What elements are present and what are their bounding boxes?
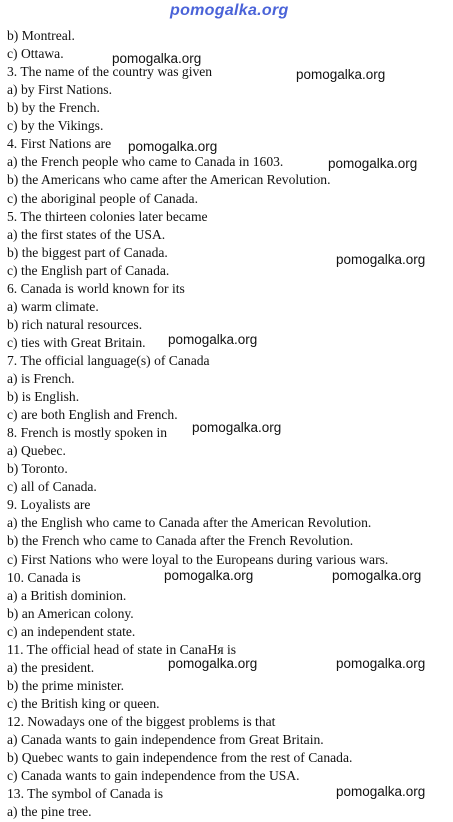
answer-option: c) the British king or queen. bbox=[7, 695, 160, 711]
answer-option: b) rich natural resources. bbox=[7, 316, 143, 332]
answer-option: a) warm climate. bbox=[7, 298, 99, 314]
question-line: 8. French is mostly spoken in bbox=[7, 425, 168, 441]
question-line: 4. First Nations are bbox=[7, 136, 112, 152]
answer-option: a) the French people who came to Canada in 1603. bbox=[7, 154, 284, 170]
answer-option: a) a British dominion. bbox=[7, 587, 127, 603]
watermark-text: pomogalka.org bbox=[332, 568, 422, 583]
watermark-text: pomogalka.org bbox=[164, 568, 254, 583]
answer-option: c) the aboriginal people of Canada. bbox=[7, 190, 198, 206]
watermark-text: pomogalka.org bbox=[336, 656, 426, 671]
watermark-text: pomogalka.org bbox=[328, 156, 418, 171]
watermark-header: pomogalka.org bbox=[170, 2, 289, 19]
answer-option: b) Quebec wants to gain independence from the rest of Canada. bbox=[7, 750, 353, 765]
watermark-text: pomogalka.org bbox=[336, 252, 426, 267]
answer-option: c) ties with Great Britain. bbox=[7, 334, 146, 350]
answer-option: b) the Americans who came after the American Revolution. bbox=[7, 172, 331, 188]
answer-option: b) Montreal. bbox=[7, 28, 75, 43]
watermark-text: pomogalka.org bbox=[168, 332, 258, 347]
answer-option: c) the English part of Canada. bbox=[7, 262, 170, 278]
question-line: 5. The thirteen colonies later became bbox=[7, 208, 208, 224]
answer-option: b) an American colony. bbox=[7, 605, 134, 621]
answer-option: a) the president. bbox=[7, 659, 95, 675]
answer-option: a) the first states of the USA. bbox=[7, 226, 166, 242]
question-line: 3. The name of the country was given bbox=[7, 64, 213, 80]
watermark-text: pomogalka.org bbox=[296, 67, 386, 82]
question-line: 11. The official head of state in CanaНя is bbox=[7, 641, 237, 657]
question-line: 9. Loyalists are bbox=[7, 497, 91, 513]
question-line: 12. Nowadays one of the biggest problems is that bbox=[7, 713, 276, 729]
answer-option: c) Canada wants to gain independence from the USA. bbox=[7, 768, 300, 784]
answer-option: b) Toronto. bbox=[7, 461, 68, 477]
question-line: 10. Canada is bbox=[7, 569, 81, 585]
answer-option: c) all of Canada. bbox=[7, 479, 97, 495]
watermark-text: pomogalka.org bbox=[168, 656, 258, 671]
answer-option: a) is French. bbox=[7, 370, 75, 386]
watermark-text: pomogalka.org bbox=[128, 139, 218, 154]
answer-option: b) by the French. bbox=[7, 100, 100, 116]
answer-option: a) Canada wants to gain independence from Great Britain. bbox=[7, 732, 324, 747]
watermark-text: pomogalka.org bbox=[336, 784, 426, 799]
question-line: 6. Canada is world known for its bbox=[7, 280, 185, 296]
answer-option: a) the English who came to Canada after the American Revolution. bbox=[7, 515, 372, 531]
answer-option: c) First Nations who were loyal to the Europeans during various wars. bbox=[7, 551, 389, 567]
answer-option: b) the French who came to Canada after the French Revolution. bbox=[7, 533, 354, 549]
question-line: 7. The official language(s) of Canada bbox=[7, 352, 210, 368]
answer-option: b) the prime minister. bbox=[7, 677, 125, 693]
answer-option: a) the pine tree. bbox=[7, 804, 92, 820]
answer-option: c) by the Vikings. bbox=[7, 118, 104, 134]
watermark-text: pomogalka.org bbox=[192, 420, 282, 435]
answer-option: b) is English. bbox=[7, 389, 80, 404]
watermark-text: pomogalka.org bbox=[112, 51, 202, 66]
answer-option: b) the biggest part of Canada. bbox=[7, 244, 168, 260]
answer-option: a) by First Nations. bbox=[7, 82, 112, 98]
question-line: 13. The symbol of Canada is bbox=[7, 786, 164, 802]
answer-option: c) are both English and French. bbox=[7, 407, 178, 423]
answer-option: c) an independent state. bbox=[7, 623, 136, 639]
answer-option: c) Ottawa. bbox=[7, 46, 64, 61]
answer-option: a) Quebec. bbox=[7, 443, 66, 459]
